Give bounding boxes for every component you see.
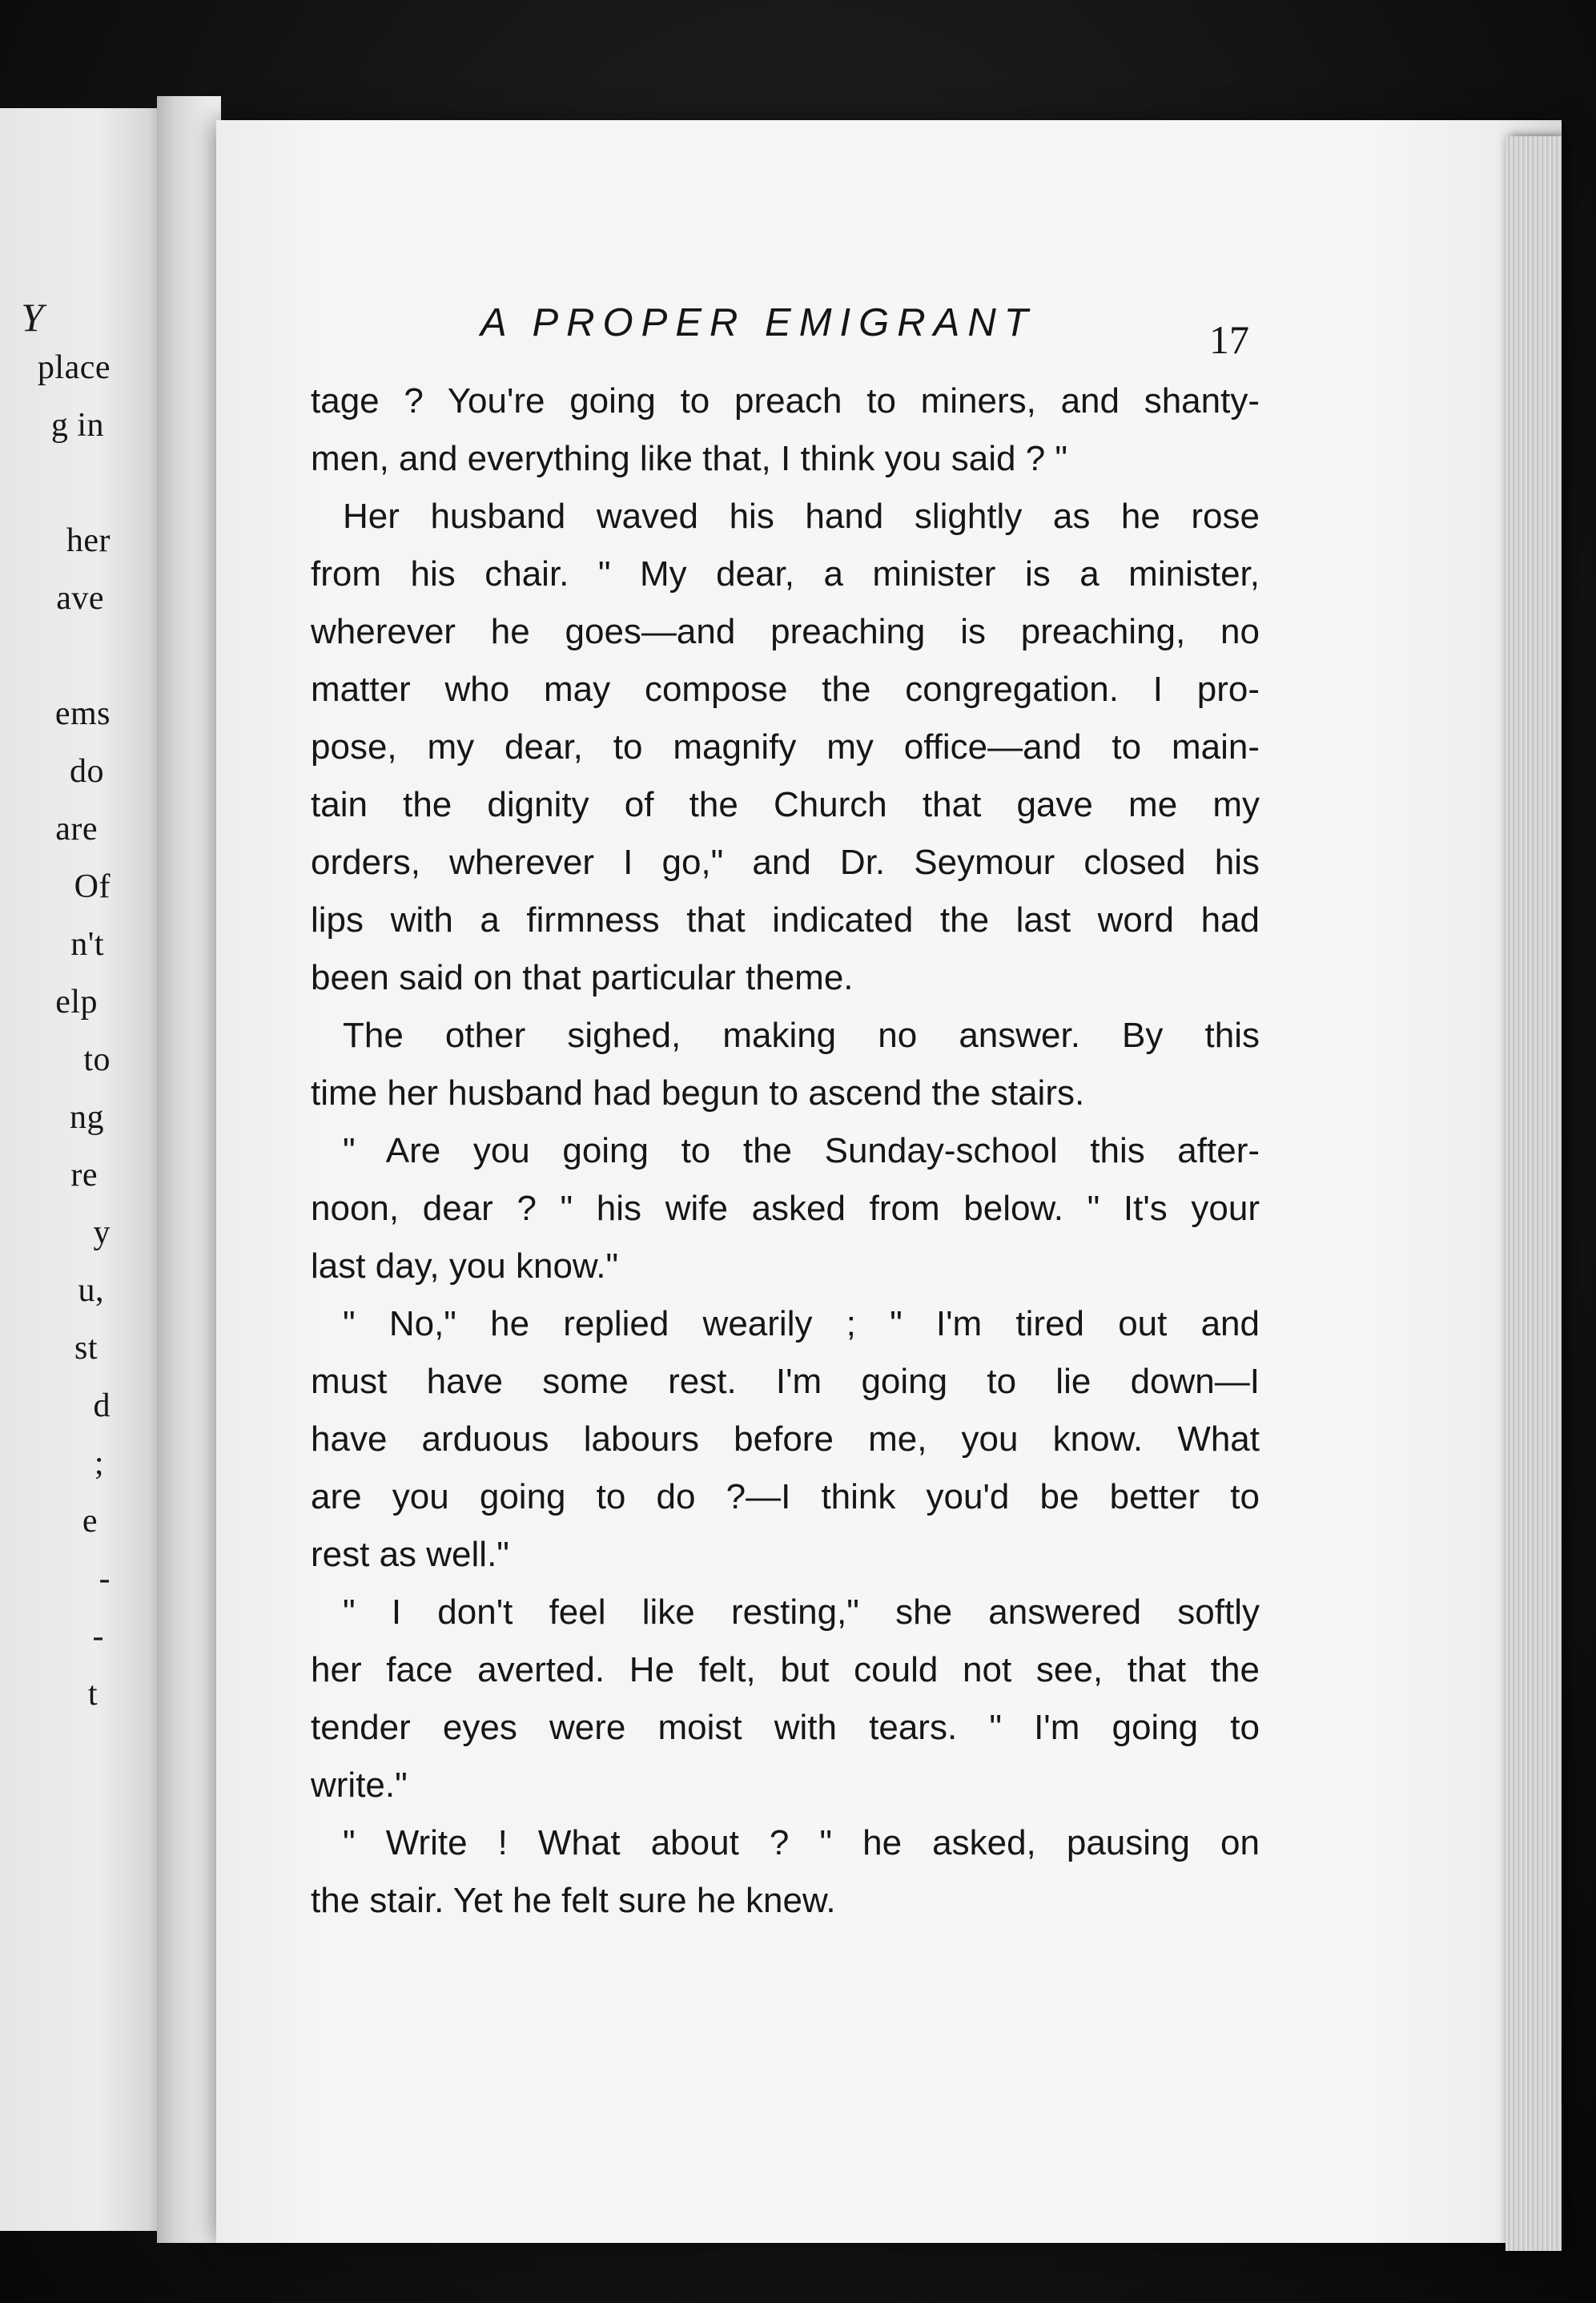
text-line: tain the dignity of the Church that gave me my <box>311 785 1260 824</box>
text-line: have arduous labours before me, you know. What <box>311 1419 1260 1459</box>
text-line: rest as well." <box>311 1535 509 1574</box>
paragraph <box>311 372 1260 488</box>
text-line: " I don't feel like resting," she answered softly <box>343 1592 1260 1632</box>
text-line: " No," he replied wearily ; " I'm tired out and <box>343 1304 1260 1343</box>
text-line: from his chair. " My dear, a minister is a minister, <box>311 554 1260 594</box>
text-line: matter who may compose the congregation. I pro- <box>311 670 1260 709</box>
text-line: are you going to do ?—I think you'd be better to <box>311 1477 1260 1516</box>
text-line: must have some rest. I'm going to lie down—I <box>311 1362 1260 1401</box>
text-line: write." <box>311 1765 408 1805</box>
paragraph <box>311 1122 1260 1295</box>
text-line: last day, you know." <box>311 1246 619 1286</box>
left-page-line-fragment: her <box>66 522 111 559</box>
left-page-line-fragment: elp <box>55 984 98 1021</box>
paragraph <box>311 1007 1260 1122</box>
left-page-line-fragment: t <box>87 1676 98 1713</box>
page-number: 17 <box>1209 317 1249 362</box>
left-page-line-fragment: n't <box>70 926 104 963</box>
text-line: wherever he goes—and preaching is preaching, no <box>311 612 1260 651</box>
paragraph <box>311 1295 1260 1584</box>
left-running-head-fragment: Y <box>21 295 48 340</box>
left-page <box>0 108 160 2231</box>
left-page-line-fragment: re <box>70 1157 98 1194</box>
text-line: time her husband had begun to ascend the stairs. <box>311 1073 1085 1113</box>
text-line: tender eyes were moist with tears. " I'm going to <box>311 1708 1260 1747</box>
body-text <box>311 372 1260 1930</box>
left-page-line-fragment: ems <box>54 695 111 732</box>
left-page-line-fragment: g in <box>50 407 104 444</box>
left-page-line-fragment: ; <box>94 1445 104 1482</box>
left-page-line-fragment: st <box>74 1330 98 1367</box>
paragraph <box>311 1584 1260 1814</box>
text-line: Her husband waved his hand slightly as he rose <box>343 497 1260 536</box>
text-line: pose, my dear, to magnify my office—and to main- <box>311 727 1260 767</box>
left-page-line-fragment: y <box>93 1214 111 1251</box>
text-line: men, and everything like that, I think you said ? " <box>311 439 1068 478</box>
page-edges <box>1506 136 1562 2251</box>
left-page-line-fragment: e <box>82 1503 98 1540</box>
left-page-line-fragment: - <box>98 1560 111 1597</box>
left-page-line-fragment: u, <box>78 1272 104 1309</box>
left-page-line-fragment: Of <box>74 868 111 905</box>
text-line: " Write ! What about ? " he asked, pausing on <box>343 1823 1260 1862</box>
left-page-line-fragment: to <box>83 1041 111 1078</box>
text-line: lips with a firmness that indicated the last word had <box>311 900 1260 940</box>
book-gutter <box>157 96 221 2243</box>
text-line: The other sighed, making no answer. By this <box>343 1016 1260 1055</box>
paragraph <box>311 1814 1260 1930</box>
text-line: her face averted. He felt, but could not see, that the <box>311 1650 1260 1689</box>
left-page-line-fragment: d <box>93 1387 111 1424</box>
left-page-line-fragment: - <box>92 1618 104 1655</box>
left-page-line-fragment: place <box>37 349 111 386</box>
text-line: " Are you going to the Sunday-school this after- <box>343 1131 1260 1170</box>
paragraph <box>311 488 1260 1007</box>
left-page-line-fragment: ave <box>56 580 104 617</box>
text-line: noon, dear ? " his wife asked from below. " It's your <box>311 1189 1260 1228</box>
text-line: the stair. Yet he felt sure he knew. <box>311 1881 836 1920</box>
left-page-line-fragment: ng <box>70 1099 104 1136</box>
text-line: orders, wherever I go," and Dr. Seymour closed his <box>311 843 1260 882</box>
text-line: tage ? You're going to preach to miners, and shanty- <box>311 381 1260 421</box>
left-page-line-fragment: are <box>55 811 98 848</box>
left-page-line-fragment: do <box>70 753 104 790</box>
text-line: been said on that particular theme. <box>311 958 854 997</box>
running-head: A PROPER EMIGRANT <box>480 301 1036 344</box>
